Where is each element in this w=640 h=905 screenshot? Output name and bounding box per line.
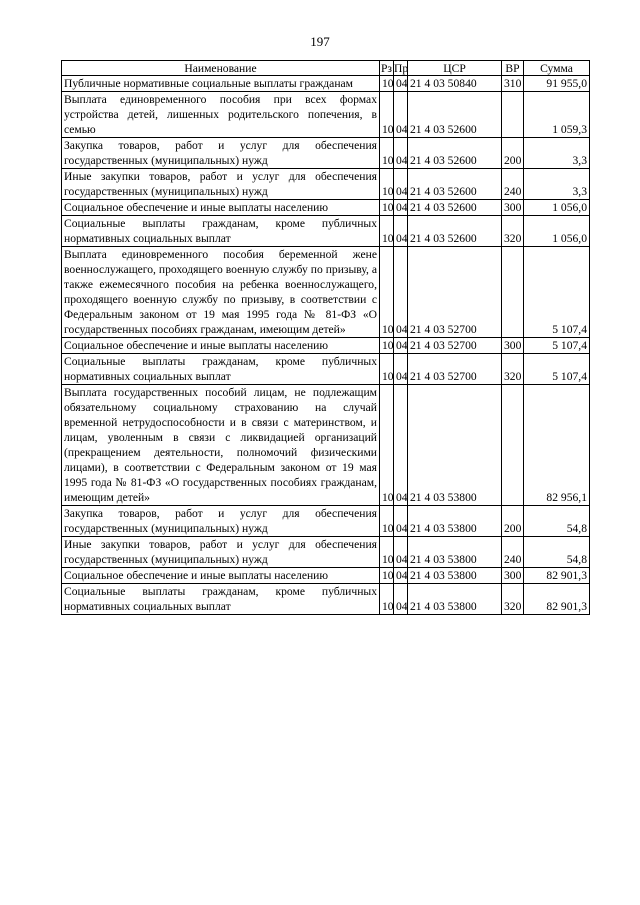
row-rz: 10 [380,247,394,338]
table-header-row [62,61,590,76]
row-csr: 21 4 03 52600 [408,138,502,169]
row-sum: 54,8 [524,537,590,568]
table-row [62,169,590,200]
row-name: Социальные выплаты гражданам, кроме публичных нормативных социальных выплат [62,584,380,615]
row-csr: 21 4 03 52700 [408,354,502,385]
row-sum: 5 107,4 [524,247,590,338]
row-sum: 82 901,3 [524,568,590,584]
row-rz: 10 [380,584,394,615]
row-name: Социальное обеспечение и иные выплаты населению [62,200,380,216]
row-sum: 5 107,4 [524,338,590,354]
row-name: Публичные нормативные социальные выплаты гражданам [62,76,380,92]
row-pr: 04 [394,92,408,138]
header-rz: Рз [380,61,393,75]
row-vr: 200 [502,138,524,169]
row-sum: 5 107,4 [524,354,590,385]
row-vr [502,247,524,338]
row-rz: 10 [380,385,394,506]
row-pr: 04 [394,169,408,200]
row-pr: 04 [394,354,408,385]
header-vr: ВР [502,61,524,76]
row-csr: 21 4 03 52600 [408,200,502,216]
table-row [62,537,590,568]
row-rz: 10 [380,354,394,385]
row-csr: 21 4 03 53800 [408,506,502,537]
row-pr: 04 [394,338,408,354]
table-row [62,216,590,247]
row-rz: 10 [380,338,394,354]
row-csr: 21 4 03 53800 [408,568,502,584]
row-csr: 21 4 03 53800 [408,537,502,568]
row-csr: 21 4 03 52700 [408,247,502,338]
table-row [62,92,590,138]
row-pr: 04 [394,537,408,568]
row-pr: 04 [394,216,408,247]
table-row [62,568,590,584]
row-csr: 21 4 03 52600 [408,92,502,138]
row-csr: 21 4 03 52600 [408,216,502,247]
row-pr: 04 [394,247,408,338]
row-vr [502,92,524,138]
row-vr: 320 [502,354,524,385]
row-csr: 21 4 03 53800 [408,584,502,615]
budget-table [61,60,590,615]
row-name: Закупка товаров, работ и услуг для обеспечения государственных (муниципальных) нужд [62,138,380,169]
row-rz: 10 [380,169,394,200]
row-vr: 240 [502,537,524,568]
row-rz: 10 [380,216,394,247]
header-name: Наименование [62,61,380,76]
row-rz: 10 [380,537,394,568]
row-csr: 21 4 03 52700 [408,338,502,354]
row-sum: 91 955,0 [524,76,590,92]
row-rz: 10 [380,568,394,584]
row-sum: 3,3 [524,169,590,200]
row-rz: 10 [380,138,394,169]
row-rz: 10 [380,92,394,138]
row-name: Социальное обеспечение и иные выплаты населению [62,338,380,354]
table-row [62,584,590,615]
row-sum: 82 956,1 [524,385,590,506]
row-name: Выплата единовременного пособия беременной жене военнослужащего, проходящего военную службу по призыву, а также ежемесячного пособия на ребенка военнослужащего, проходящего военную службу по призыву, в соответствии с Федеральным законом от 19 мая 1995 года № 81-ФЗ «О государственных пособиях гражданам, имеющим детей» [62,247,380,338]
table-row [62,76,590,92]
row-vr: 310 [502,76,524,92]
row-name: Выплата единовременного пособия при всех формах устройства детей, лишенных родительского попечения, в семью [62,92,380,138]
row-rz: 10 [380,200,394,216]
row-rz: 10 [380,76,394,92]
table-row [62,338,590,354]
row-name: Иные закупки товаров, работ и услуг для обеспечения государственных (муниципальных) нужд [62,169,380,200]
header-csr: ЦСР [408,61,502,76]
row-name: Социальные выплаты гражданам, кроме публичных нормативных социальных выплат [62,354,380,385]
row-sum: 54,8 [524,506,590,537]
row-pr: 04 [394,584,408,615]
row-name: Социальные выплаты гражданам, кроме публичных нормативных социальных выплат [62,216,380,247]
row-vr: 320 [502,216,524,247]
table-row [62,385,590,506]
row-vr: 320 [502,584,524,615]
row-name: Выплата государственных пособий лицам, не подлежащим обязательному социальному страхованию на случай временной нетрудоспособности и в связи с материнством, и лицам, уволенным в связи с ликвидацией организаций (прекращением деятельности, полномочий физическими лицами), в соответствии с Федеральным законом от 19 мая 1995 года № 81-ФЗ «О государственных пособиях гражданам, имеющим детей» [62,385,380,506]
row-rz: 10 [380,506,394,537]
row-csr: 21 4 03 52600 [408,169,502,200]
row-vr: 300 [502,568,524,584]
table-row [62,506,590,537]
header-pr: Пр [394,61,409,75]
table-row [62,247,590,338]
row-vr: 200 [502,506,524,537]
row-vr [502,385,524,506]
row-vr: 300 [502,200,524,216]
row-name: Закупка товаров, работ и услуг для обеспечения государственных (муниципальных) нужд [62,506,380,537]
row-pr: 04 [394,200,408,216]
row-vr: 300 [502,338,524,354]
row-pr: 04 [394,385,408,506]
row-sum: 1 056,0 [524,200,590,216]
row-sum: 1 056,0 [524,216,590,247]
row-name: Социальное обеспечение и иные выплаты населению [62,568,380,584]
row-pr: 04 [394,506,408,537]
row-pr: 04 [394,138,408,169]
table-row [62,200,590,216]
row-csr: 21 4 03 50840 [408,76,502,92]
row-sum: 3,3 [524,138,590,169]
row-name: Иные закупки товаров, работ и услуг для обеспечения государственных (муниципальных) нужд [62,537,380,568]
row-pr: 04 [394,76,408,92]
header-sum: Сумма [524,61,590,76]
page-number: 197 [310,34,330,49]
table-row [62,138,590,169]
row-vr: 240 [502,169,524,200]
row-sum: 1 059,3 [524,92,590,138]
row-sum: 82 901,3 [524,584,590,615]
table-row [62,354,590,385]
row-pr: 04 [394,568,408,584]
row-csr: 21 4 03 53800 [408,385,502,506]
